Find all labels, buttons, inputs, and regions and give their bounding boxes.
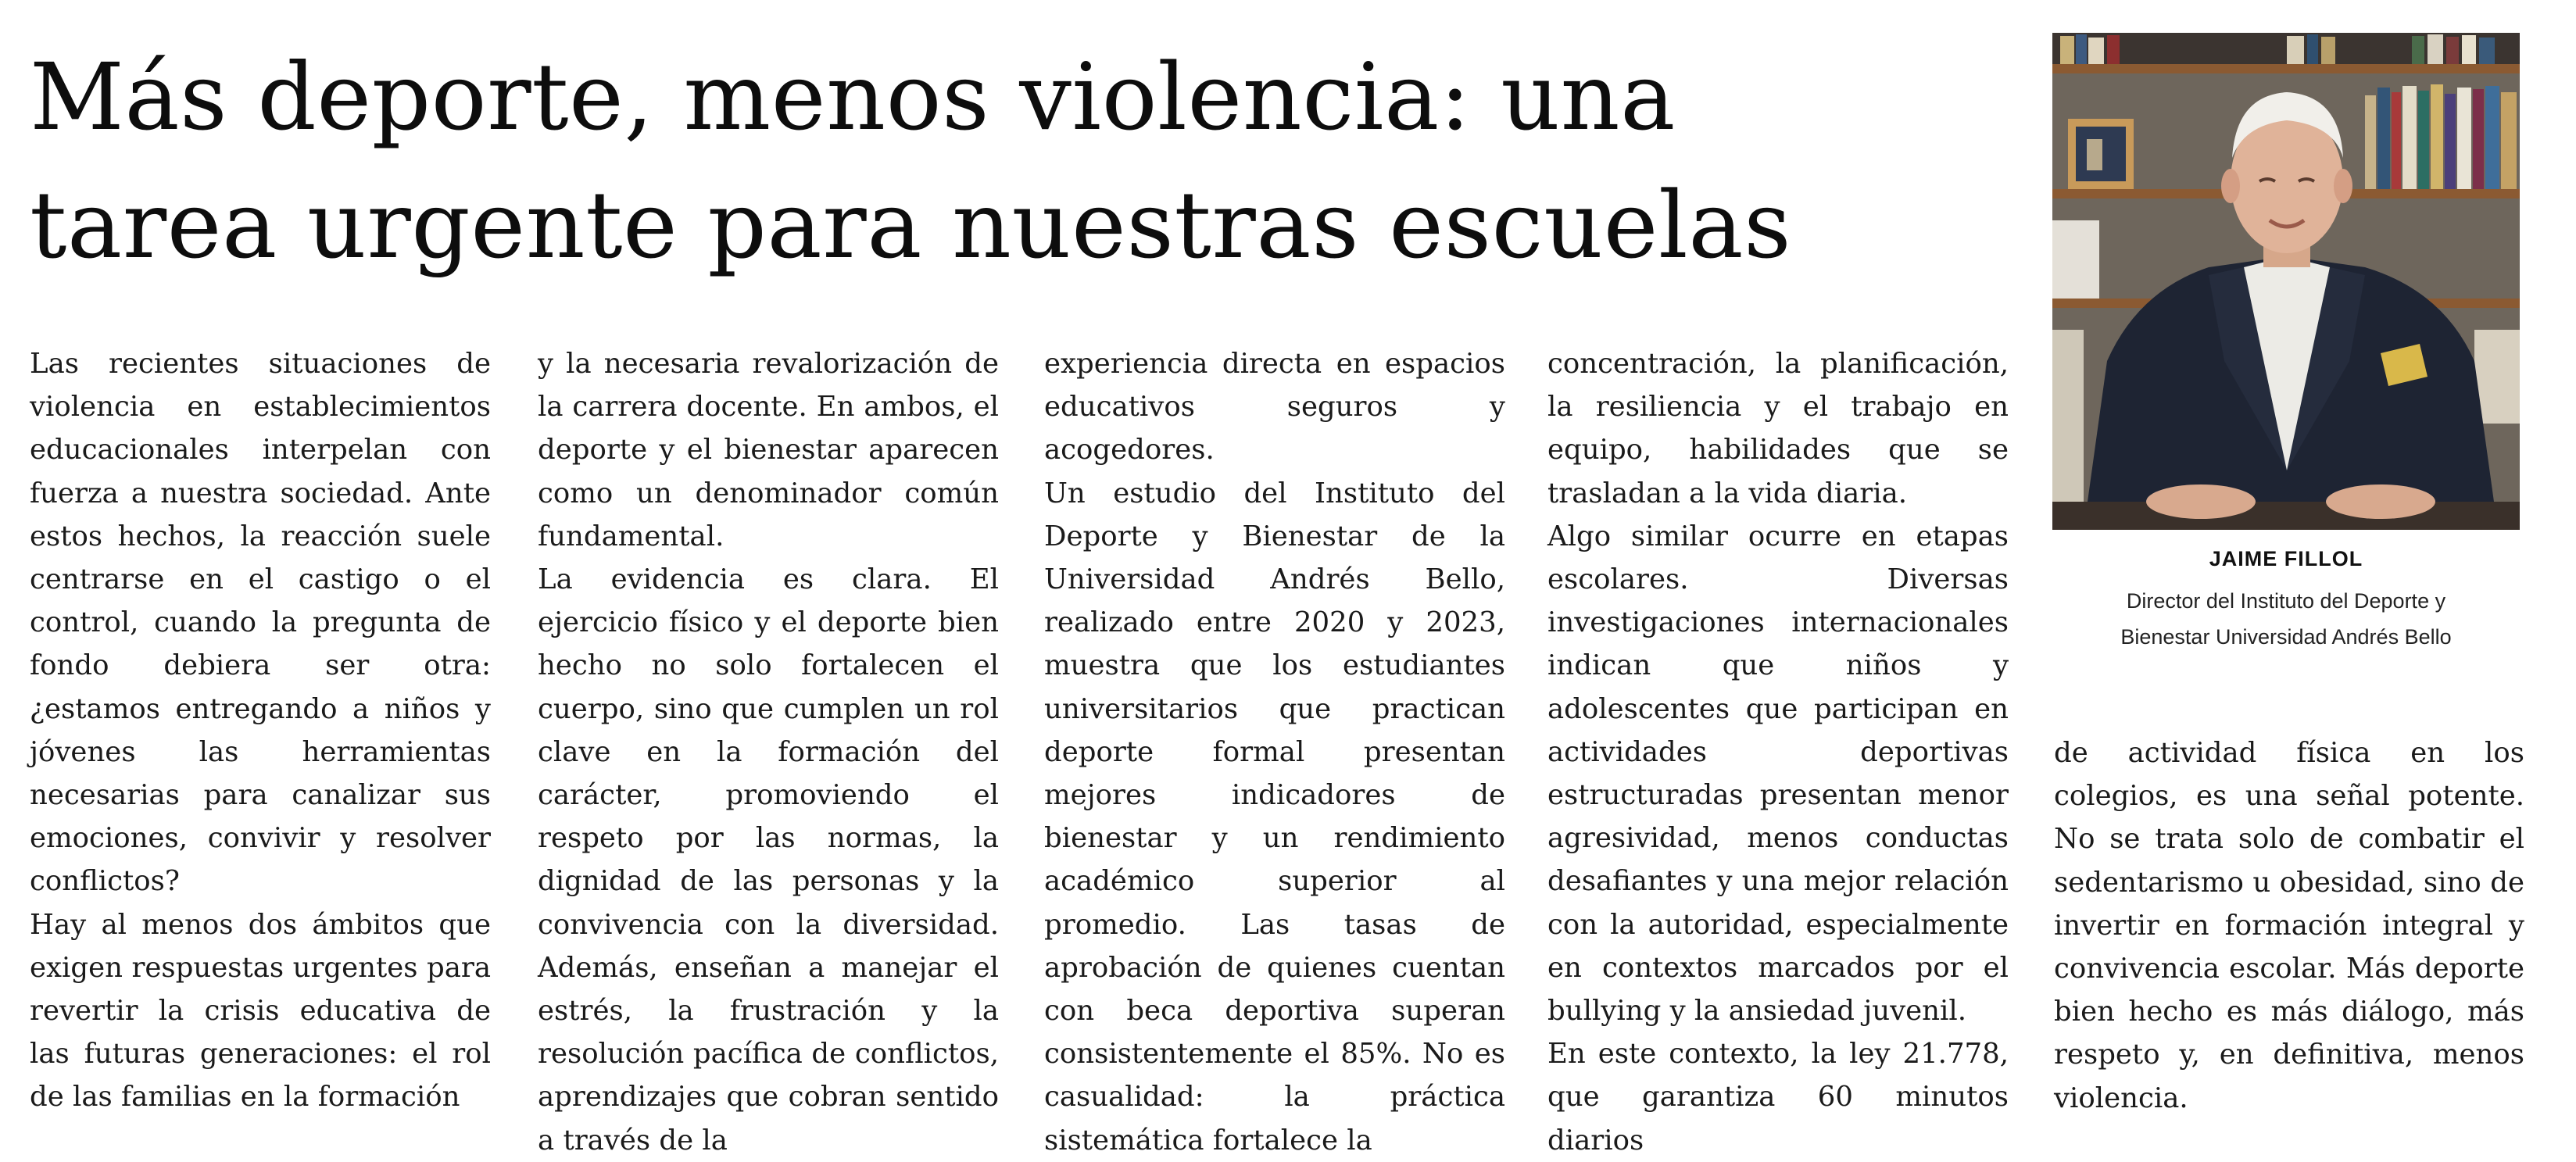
paragraph: concentración, la planificación, la resiliencia y el trabajo en equipo, habilidades que se trasladan a la vida diaria. [1547, 348, 2009, 509]
article-column-3 [1044, 342, 1505, 1162]
article-column-1 [30, 342, 491, 1119]
author-role [2037, 583, 2535, 655]
headline-line-2: tarea urgente para nuestras escuelas [30, 171, 1792, 279]
paragraph: La evidencia es clara. El ejercicio físico y el deporte bien hecho no solo fortalecen el cuerpo, sino que cumplen un rol clave en la formación del carácter, promoviendo el respeto por las normas, la dignidad de las personas y la convivencia con la diversidad. Además, enseñan a manejar el estrés, la frustración y la resolución pacífica de conflictos, aprendizajes que cobran sentido a través de la [538, 563, 999, 1157]
paragraph: y la necesaria revalorización de la carrera docente. En ambos, el deporte y el bienestar aparecen como un denominador común fundamental. [538, 348, 999, 552]
article-column-4 [1547, 342, 2009, 1162]
portrait-photo-icon [2052, 33, 2520, 530]
author-role-line-2: Bienestar Universidad Andrés Bello [2120, 625, 2452, 649]
paragraph: experiencia directa en espacios educativos seguros y acogedores. [1044, 348, 1505, 467]
author-name: JAIME FILLOL [2209, 547, 2363, 570]
article-column-5 [2054, 731, 2524, 1120]
paragraph: Algo similar ocurre en etapas escolares. Diversas investigaciones internacionales indican que niños y adolescentes que participan en actividades deportivas estructuradas presentan menor agresividad, menos conductas desafiantes y una mejor relación con la autoridad, especialmente en contextos marcados por el bullying y la ansiedad juvenil. [1547, 520, 2009, 1028]
author-role-line-1: Director del Instituto del Deporte y [2126, 589, 2446, 613]
headline [30, 33, 2030, 289]
paragraph: Hay al menos dos ámbitos que exigen respuestas urgentes para revertir la crisis educativa de las futuras generaciones: el rol de las familias en la formación [30, 908, 491, 1114]
headline-line-1: Más deporte, menos violencia: una [30, 43, 1676, 151]
author-portrait-photo [2052, 33, 2520, 530]
paragraph: Un estudio del Instituto del Deporte y Bienestar de la Universidad Andrés Bello, realizado entre 2020 y 2023, muestra que los estudiantes universitarios que practican deporte formal presentan mejores indicadores de bienestar y un rendimiento académico superior al promedio. Las tasas de aprobación de quienes cuentan con beca deportiva superan consistentemente el 85%. No es casualidad: la práctica sistemática fortalece la [1044, 477, 1505, 1157]
paragraph: En este contexto, la ley 21.778, que garantiza 60 minutos diarios [1547, 1038, 2009, 1157]
article-column-2 [538, 342, 999, 1162]
paragraph: Las recientes situaciones de violencia en establecimientos educacionales interpelan con fuerza a nuestra sociedad. Ante estos hechos, la reacción suele centrarse en el castigo o el control, cuando la pregunta de fondo debiera ser otra: ¿estamos entregando a niños y jóvenes las herramientas necesarias para canalizar sus emociones, convivir y resolver conflictos? [30, 348, 491, 898]
paragraph: de actividad física en los colegios, es una señal potente. No se trata solo de combatir el sedentarismo u obesidad, sino de invertir en formación integral y convivencia escolar. Más deporte bien hecho es más diálogo, más respeto y, en definitiva, menos violencia. [2054, 737, 2524, 1114]
